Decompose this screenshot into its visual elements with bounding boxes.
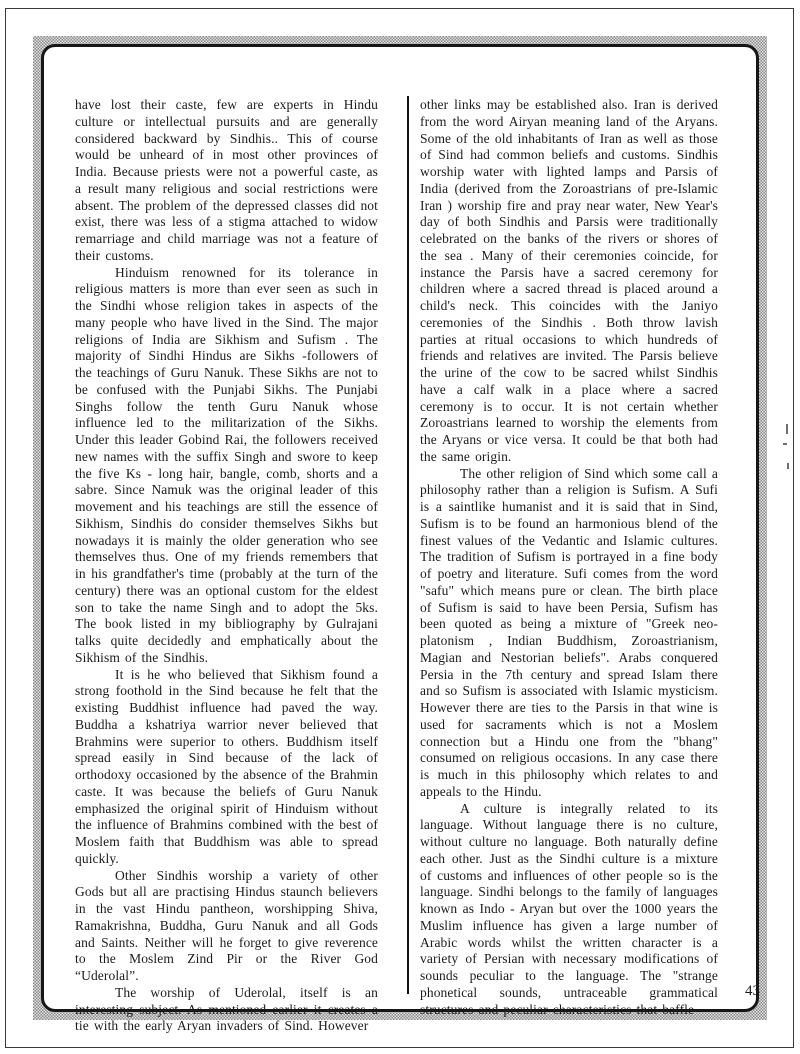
scan-artifact: [786, 424, 788, 434]
paragraph-continued: have lost their caste, few are experts in Hindu culture or intellectual pursuits and are generally considered backward by Sindhis.. This of course would be unheard of in most other provinces of India. Because priests were not a powerful caste, as a result many religious and social restrictions were absent. The problem of the depressed classes did not exist, there was less of a stigma attached to widow remarriage and child marriage was not a feature of their customs.: [75, 97, 378, 263]
page-number: 43: [745, 983, 760, 999]
paragraph: It is he who believed that Sikhism found a strong foothold in the Sind because he felt that the existing Buddhist influence had paved the way. Buddha a kshatriya warrior never believed that Brahmins were superior to others. Buddhism itself spread easily in Sind because of the lack of orthodoxy occasioned by the absence of the Brahmin caste. It was because the beliefs of Guru Nanuk emphasized the original spirit of Hinduism without the influence of Brahmins combined with the best of Moslem faith that Buddhism was able to spread quickly.: [75, 666, 378, 866]
paragraph: Other Sindhis worship a variety of other Gods but all are practising Hindus staunch believers in the vast Hindu pantheon, worshipping Shiva, Ramakrishna, Buddha, Guru Nanuk and all Gods and Saints. Neither will he forget to give reverence to the Moslem Zind Pir or the River God “Uderolal”.: [75, 867, 378, 983]
paragraph-continued: other links may be established also. Iran is derived from the word Airyan meaning land of the Aryans. Some of the old inhabitants of Iran as well as those of Sind had common beliefs and customs. Sindhis worship water with lighted lamps and Parsis of India (derived from the Zoroastrians of pre-Islamic Iran ) worship fire and pray near water, New Year's day of both Sindhis and Parsis were traditionally celebrated on the banks of the rivers or shores of the sea . Many of their ceremonies coincide, for instance the Parsis have a sacred ceremony for children where a sacred thread is placed around a child's neck. This coincides with the Janiyo ceremonies of the Sindhis . Both throw lavish parties at ritual occasions to which hundreds of friends and relatives are invited. The Parsis believe the urine of the cow to be sacred whilst Sindhis have a calf walk in a place where a sacred ceremony is to occur. It is not certain whether Zoroastrians learned to worship the elements from the Aryans or vice versa. It could be that both had the same origin.: [420, 97, 718, 464]
left-column: [75, 97, 378, 1035]
right-column: [420, 97, 718, 1018]
paragraph: Hinduism renowned for its tolerance in religious matters is more than ever seen as such in the Sindhi whose religion takes in aspects of the many people who have lived in the Sind. The major religions of India are Sikhism and Sufism . The majority of Sindhi Hindus are Sikhs -followers of the teachings of Guru Nanuk. These Sikhs are not to be confused with the Punjabi Sikhs. The Punjabi Singhs follow the tenth Guru Nanuk whose influence led to the militarization of the Sikhs. Under this leader Gobind Rai, the followers received new names with the suffix Singh and swore to keep the five Ks - long hair, bangle, comb, shorts and a sabre. Since Namuk was the original leader of this movement and his teachings are still the essence of Sikhism, Sindhis do consider themselves Sikhs but nowadays it is mainly the older generation who see themselves thus. One of my friends remembers that in his grandfather's time (probably at the turn of the century) there was an optional custom for the eldest son to take the name Singh and to adopt the 5ks. The book listed in my bibliography by Gulrajani talks quite decidedly and emphatically about the Sikhism of the Sindhis.: [75, 264, 378, 665]
paragraph: The other religion of Sind which some call a philosophy rather than a religion is Sufism. A Sufi is a saintlike humanist and it is said that in Sind, Sufism is to be found an harmonious blend of the finest values of the Vedantic and Islamic cultures. The tradition of Sufism is portrayed in a fine body of poetry and literature. Sufi comes from the word "safu" which means pure or clean. The birth place of Sufism is said to have been Persia, Sufism has been quoted as being a mixture of "Greek neo-platonism , Indian Buddhism, Zoroastrianism, Magian and Nestorian beliefs". Arabs conquered Persia in the 7th century and spread Islam there and so Sufism is associated with Islamic mysticism. However there are ties to the Parsis in that wine is used for sacraments which is not a Moslem connection but a Hindu one from the "bhang" consumed on religious occasions. In any case there is much in this philosophy which relates to and appeals to the Hindu.: [420, 465, 718, 799]
scan-artifact: [787, 463, 789, 469]
column-divider-rule: [407, 96, 409, 994]
paragraph: A culture is integrally related to its language. Without language there is no culture, without culture no language. Both naturally define each other. Just as the Sindhi culture is a mixture of customs and influences of other people so is the language. Sindhi belongs to the family of languages known as Indo - Aryan but over the 1000 years the Muslim influence has given a large number of Arabic words whilst the written character is a variety of Persian with necessary modifications of sounds peculiar to the language. The "strange phonetical sounds, untraceable grammatical structures and peculiar characteristics that baffle: [420, 800, 718, 1017]
paragraph: The worship of Uderolal, itself is an interesting subject. As mentioned earlier it creates a tie with the early Aryan invaders of Sind. However: [75, 984, 378, 1034]
scan-artifact: [783, 443, 787, 445]
